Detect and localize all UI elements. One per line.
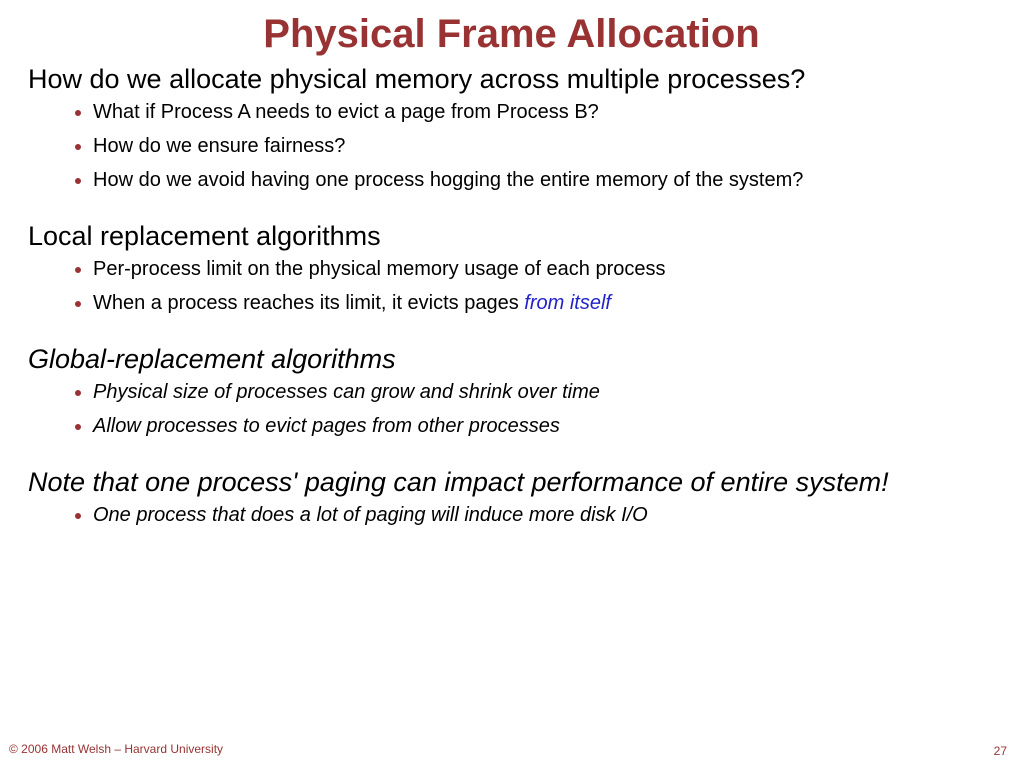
bullet-item <box>72 380 988 404</box>
bullet-item <box>72 414 988 438</box>
bullet-dot-icon <box>75 513 81 519</box>
bullet-dot-icon <box>75 110 81 116</box>
section-heading: Note that one process' paging can impact performance of entire system! <box>28 467 889 497</box>
bullet-dot-icon <box>75 144 81 150</box>
bullet-list <box>28 257 988 315</box>
bullet-dot-icon <box>75 178 81 184</box>
bullet-text: What if Process A needs to evict a page from Process B? <box>93 101 599 123</box>
bullet-item <box>72 134 988 158</box>
bullet-list <box>28 503 988 527</box>
bullet-item <box>72 168 988 192</box>
slide-title: Physical Frame Allocation <box>263 12 760 56</box>
bullet-text: Physical size of processes can grow and shrink over time <box>93 381 600 403</box>
bullet-list <box>28 380 988 438</box>
footer-copyright: © 2006 Matt Welsh – Harvard University <box>9 742 224 756</box>
bullet-dot-icon <box>75 424 81 430</box>
bullet-text: One process that does a lot of paging will induce more disk I/O <box>93 504 648 526</box>
bullet-list <box>28 100 988 192</box>
section-heading: Local replacement algorithms <box>28 221 381 251</box>
bullet-dot-icon <box>75 301 81 307</box>
bullet-text: How do we avoid having one process hogging the entire memory of the system? <box>93 169 804 191</box>
bullet-item <box>72 100 988 124</box>
section-frame-allocation-question <box>28 62 988 192</box>
section-heading: How do we allocate physical memory across multiple processes? <box>28 64 806 94</box>
bullet-item <box>72 503 988 527</box>
page-number: 27 <box>993 744 1007 758</box>
bullet-text: Per-process limit on the physical memory usage of each process <box>93 258 666 280</box>
bullet-dot-icon <box>75 390 81 396</box>
bullet-item <box>72 291 988 315</box>
bullet-item <box>72 257 988 281</box>
bullet-text: When a process reaches its limit, it evicts pages <box>93 292 525 314</box>
slide-content <box>28 62 988 527</box>
section-local-replacement <box>28 219 988 315</box>
section-heading: Global-replacement algorithms <box>28 344 396 374</box>
bullet-text: How do we ensure fairness? <box>93 135 346 157</box>
section-paging-impact-note <box>28 465 988 527</box>
section-global-replacement <box>28 342 988 438</box>
bullet-emphasis: from itself <box>524 292 611 314</box>
bullet-text: Allow processes to evict pages from other processes <box>93 415 560 437</box>
bullet-dot-icon <box>75 267 81 273</box>
